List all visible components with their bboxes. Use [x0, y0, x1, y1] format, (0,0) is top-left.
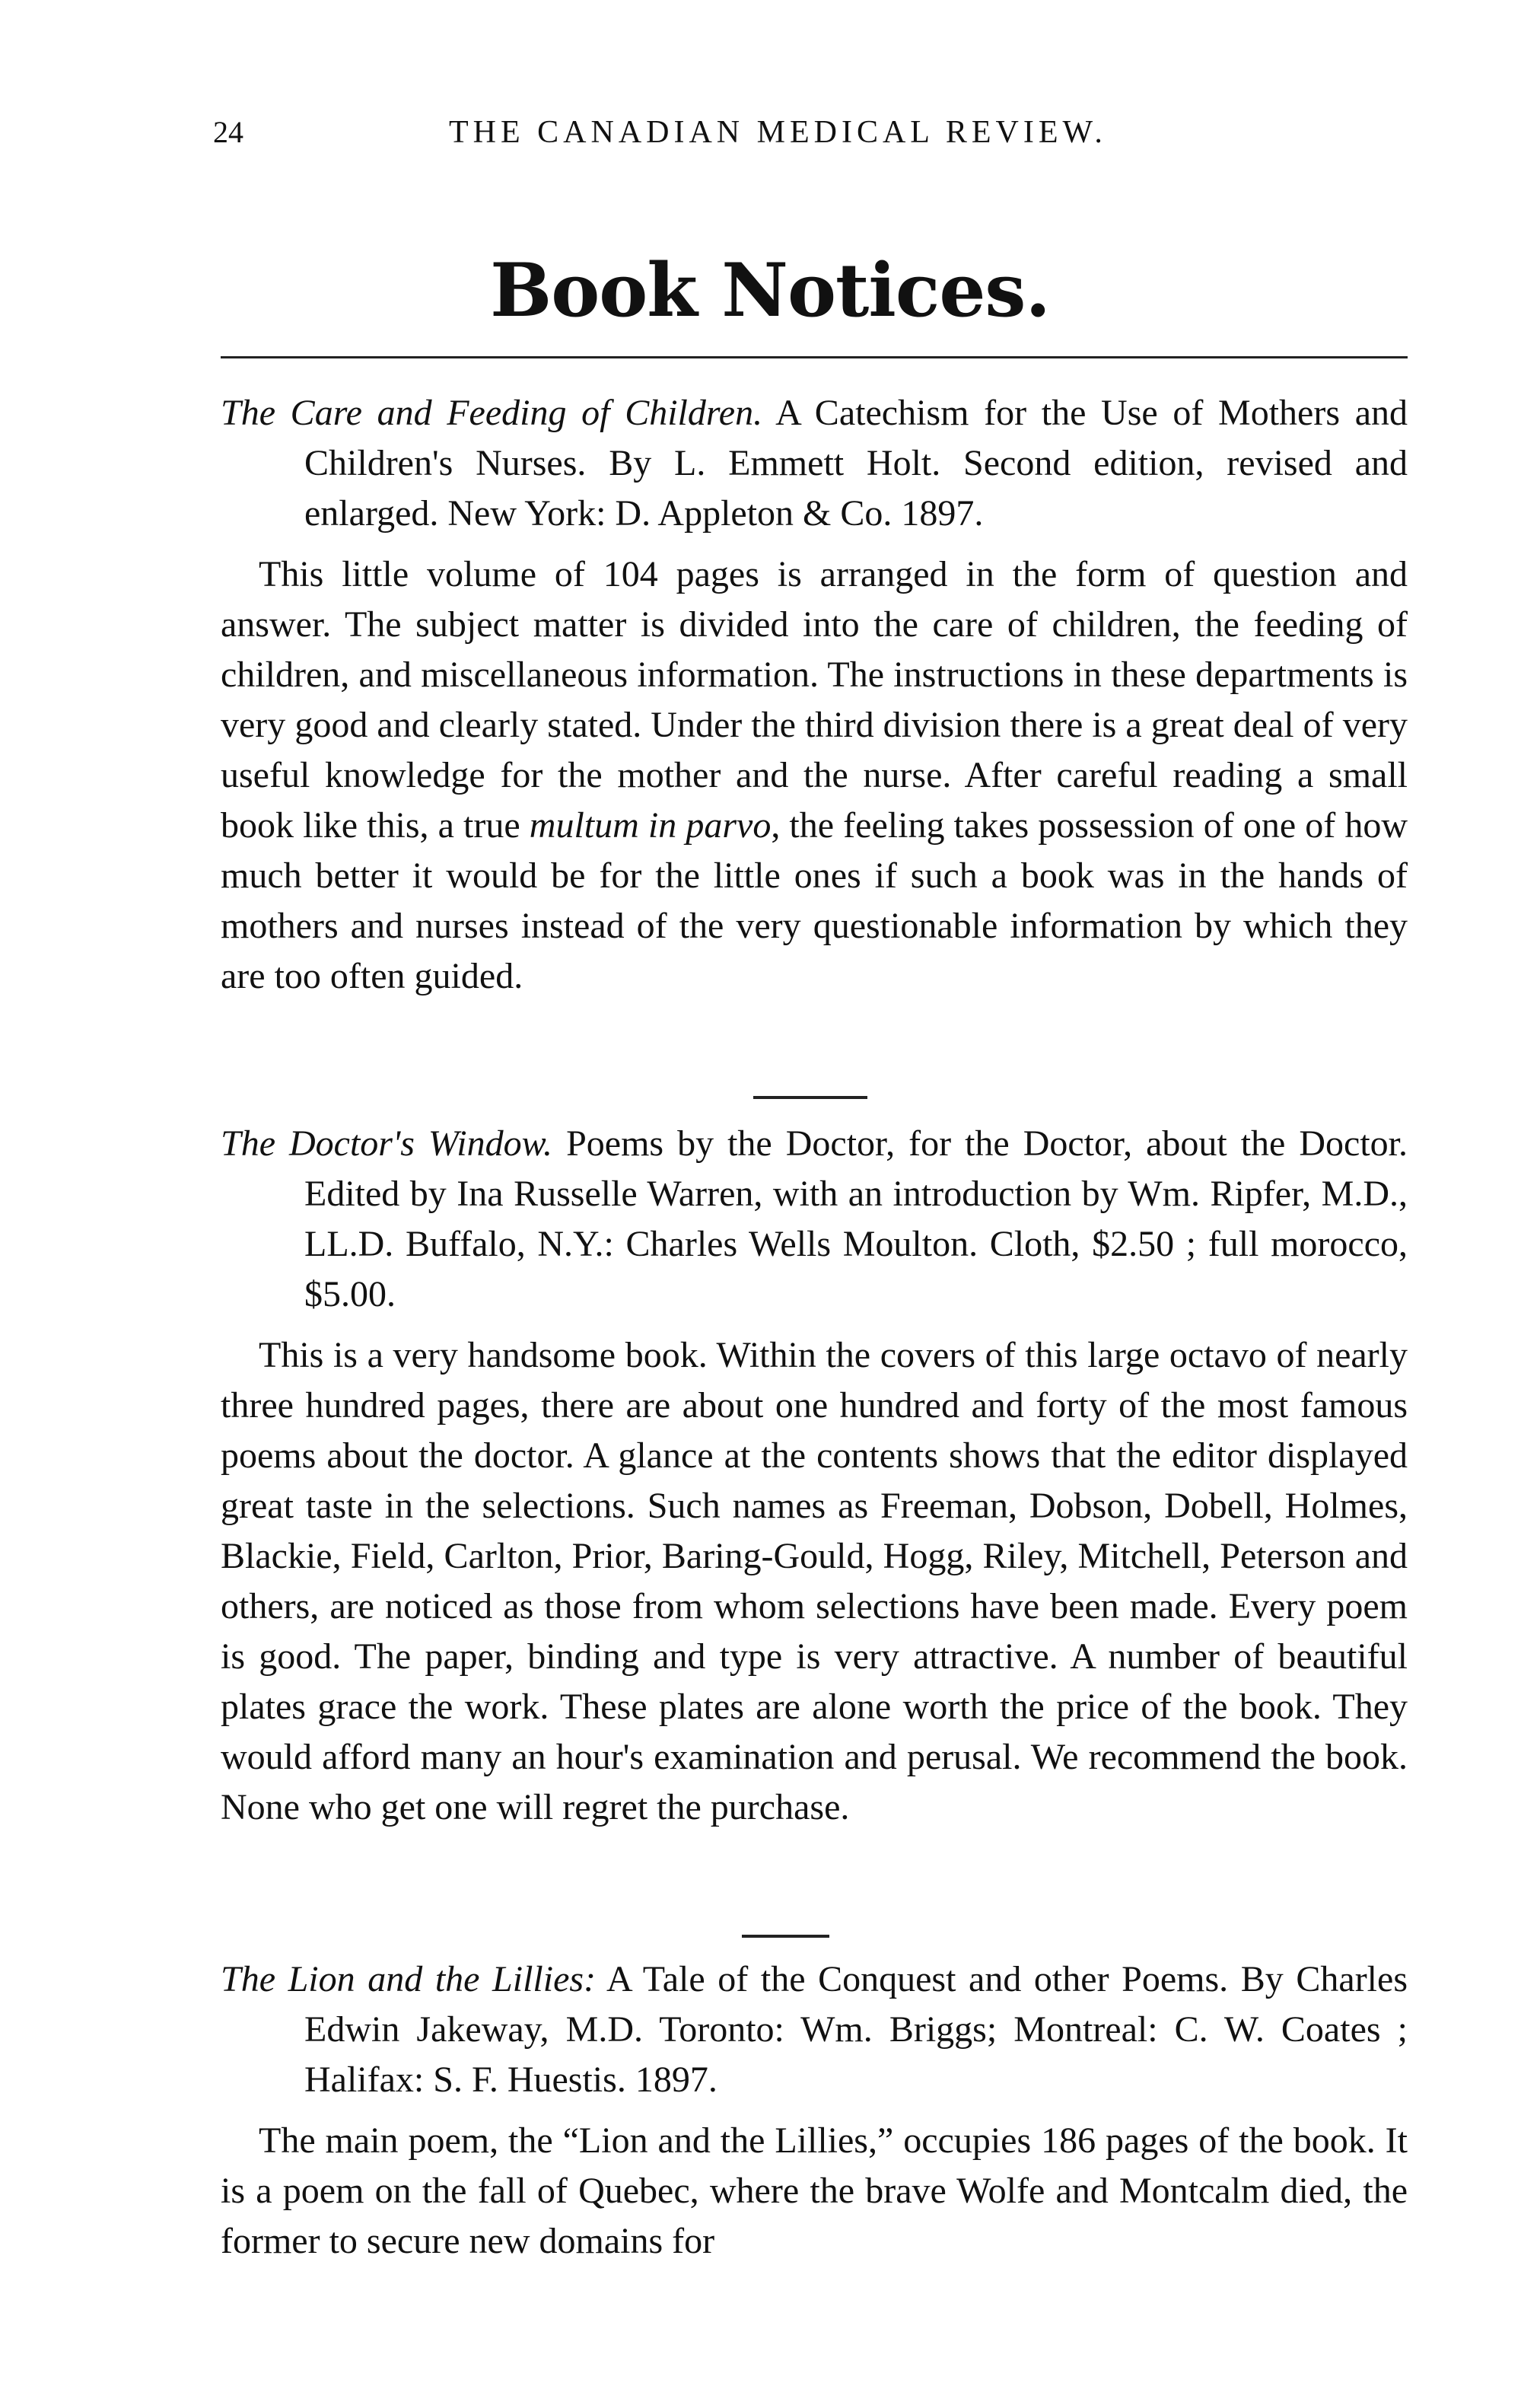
- review-title: The Lion and the Lillies:: [221, 1959, 597, 1999]
- page-number: 24: [213, 115, 243, 149]
- review-title: The Care and Feeding of Children.: [221, 393, 763, 433]
- review-separator: [753, 1096, 867, 1099]
- review-body: The main poem, the “Lion and the Lillies,” occupies 186 pages of the book. It is a poem on the fall of Quebec, where the brave Wolfe and Montcalm died, the former to secure new domains for: [221, 2120, 1408, 2261]
- citation-details: Poems by the Doctor, for the Doctor, about the Doctor. Edited by Ina Russelle Warren, with an introduction by Wm. Ripfer, M.D., LL.D. Buffalo, N.Y.: Charles Wells Moulton. Cloth, $2.50 ; full morocco, $5.00.: [304, 1123, 1408, 1314]
- review-citation: [221, 1954, 1408, 2105]
- citation-details: A Catechism for the Use of Mothers and Children's Nurses. By L. Emmett Holt. Second edition, revised and enlarged. New York: D. Appleton & Co. 1897.: [304, 393, 1408, 534]
- review-separator: [742, 1935, 829, 1938]
- review-body: [221, 550, 1408, 1002]
- review-care-and-feeding: [221, 388, 1408, 1002]
- review-doctors-window: [221, 1119, 1408, 1833]
- section-title: Book Notices.: [490, 247, 1050, 333]
- review-title: The Doctor's Window.: [221, 1123, 553, 1164]
- journal-title: THE CANADIAN MEDICAL REVIEW.: [449, 115, 1107, 150]
- review-lion-and-lillies: [221, 1954, 1408, 2267]
- running-head: [213, 114, 1373, 160]
- section-rule: [221, 356, 1408, 358]
- citation-details: A Tale of the Conquest and other Poems. By Charles Edwin Jakeway, M.D. Toronto: Wm. Briggs; Montreal: C. W. Coates ; Halifax: S. F. Huestis. 1897.: [304, 1959, 1408, 2100]
- review-body-text-cont: , the feeling takes possession of one of how much better it would be for the little ones if such a book was in the hands of mothers and nurses instead of the very questionable information by which they are too often guided.: [221, 805, 1408, 996]
- review-citation: [221, 388, 1408, 539]
- latin-phrase: multum in parvo: [529, 805, 772, 846]
- review-body: This is a very handsome book. Within the covers of this large octavo of nearly three hundred pages, there are about one hundred and forty of the most famous poems about the doctor. A glance at the contents shows that the editor displayed great taste in the selections. Such names as Freeman, Dobson, Dobell, Holmes, Blackie, Field, Carlton, Prior, Baring-Gould, Hogg, Riley, Mitchell, Peterson and others, are noticed as those from whom selections have been made. Every poem is good. The paper, binding and type is very attractive. A number of beautiful plates grace the work. These plates are alone worth the price of the book. They would afford many an hour's examination and perusal. We recommend the book. None who get one will regret the purchase.: [221, 1335, 1408, 1827]
- review-body-text: This little volume of 104 pages is arranged in the form of question and answer. The subject matter is divided into the care of children, the feeding of children, and miscellaneous information. The instructions in these departments is very good and clearly stated. Under the third division there is a great deal of very useful knowledge for the mother and the nurse. After careful reading a small book like this, a true: [221, 554, 1408, 846]
- review-citation: [221, 1119, 1408, 1320]
